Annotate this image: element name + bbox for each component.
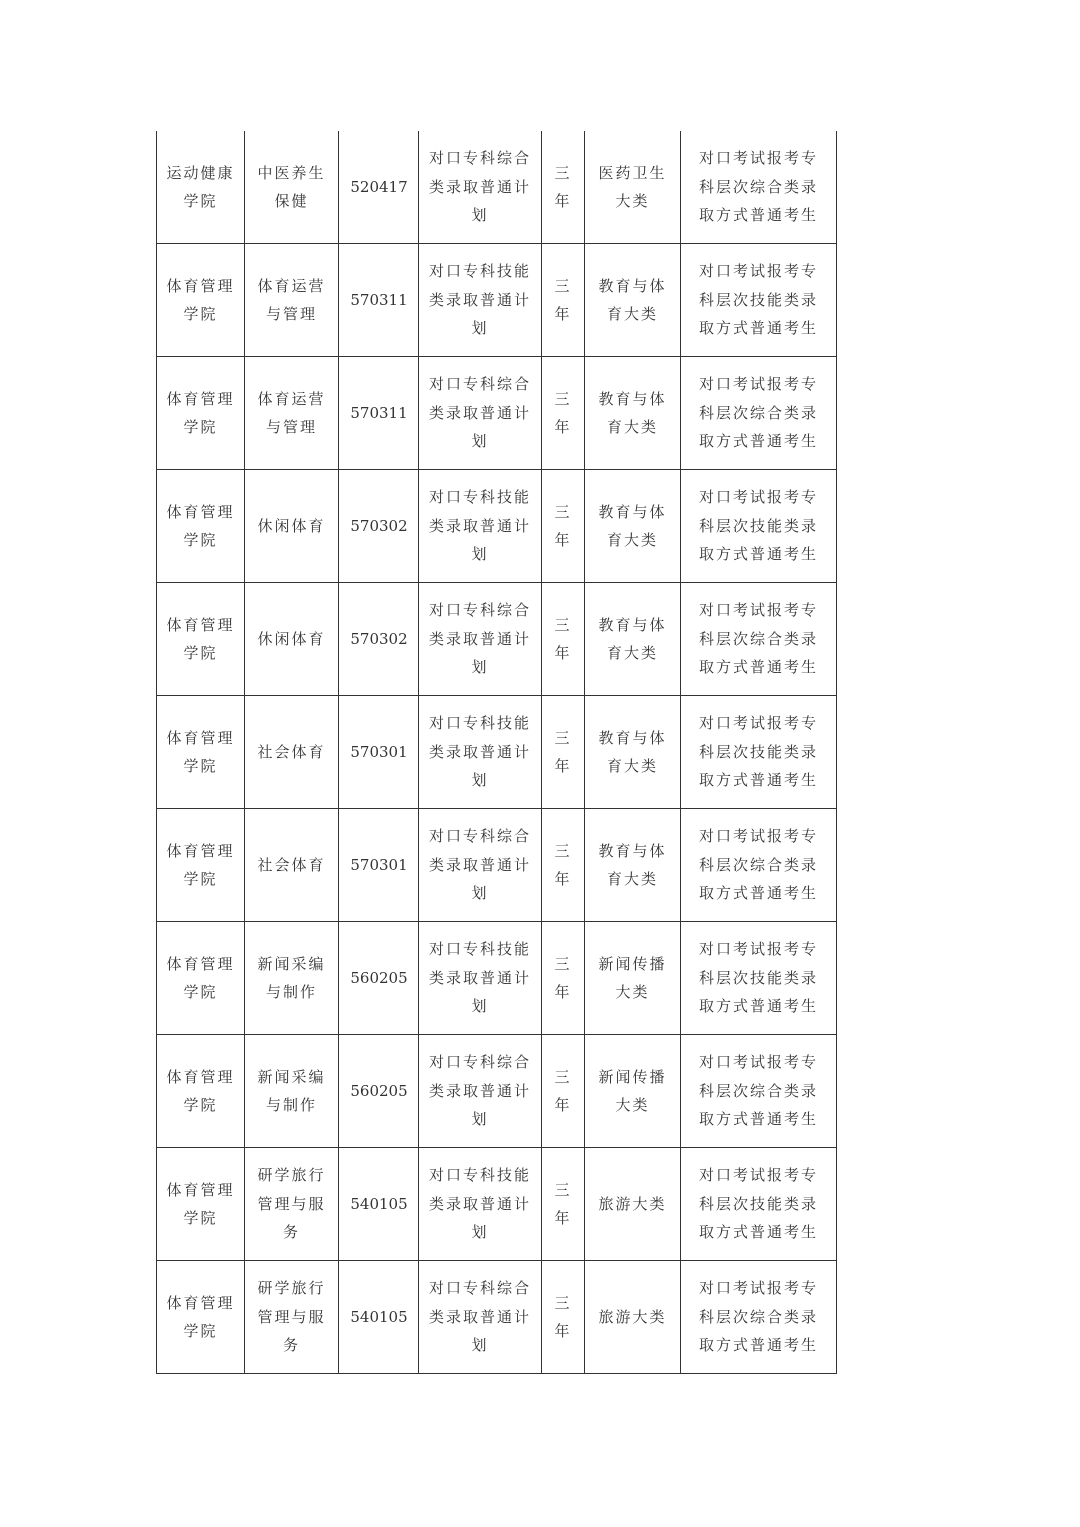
- duration-text: 三年: [554, 502, 572, 549]
- category-text: 新闻传播大类: [598, 1067, 667, 1114]
- duration-text: 三年: [554, 615, 572, 662]
- plan-type-text: 对口专科综合类录取普通计划: [428, 375, 531, 451]
- plan-type-cell: [419, 470, 542, 583]
- college-text: 体育管理学院: [166, 502, 235, 549]
- applicant-type-text: 对口考试报考专科层次综合类录取方式普通考生: [698, 601, 818, 677]
- applicant-type-cell: [681, 809, 837, 922]
- major-cell: [245, 922, 339, 1035]
- category-cell: [585, 244, 681, 357]
- college-text: 运动健康学院: [166, 163, 235, 210]
- major-code-text: 570311: [350, 403, 408, 422]
- college-text: 体育管理学院: [166, 954, 235, 1001]
- plan-type-cell: [419, 809, 542, 922]
- major-cell: [245, 244, 339, 357]
- applicant-type-cell: [681, 1035, 837, 1148]
- major-code-text: 540105: [350, 1307, 408, 1326]
- table-row: [157, 1035, 837, 1148]
- table-row: [157, 809, 837, 922]
- table-body: [157, 131, 837, 1374]
- category-cell: [585, 583, 681, 696]
- duration-text: 三年: [554, 728, 572, 775]
- college-text: 体育管理学院: [166, 276, 235, 323]
- plan-type-text: 对口专科综合类录取普通计划: [428, 149, 531, 225]
- plan-type-cell: [419, 583, 542, 696]
- major-code-text: 560205: [350, 968, 408, 987]
- college-text: 体育管理学院: [166, 728, 235, 775]
- category-cell: [585, 1148, 681, 1261]
- table-row: [157, 696, 837, 809]
- category-text: 教育与体育大类: [598, 841, 667, 888]
- major-text: 休闲体育: [257, 516, 326, 535]
- major-code-cell: [339, 1261, 419, 1374]
- plan-type-cell: [419, 1035, 542, 1148]
- applicant-type-text: 对口考试报考专科层次技能类录取方式普通考生: [698, 940, 818, 1016]
- major-text: 中医养生保健: [257, 163, 326, 210]
- major-cell: [245, 131, 339, 244]
- category-text: 教育与体育大类: [598, 389, 667, 436]
- category-text: 旅游大类: [598, 1307, 667, 1326]
- applicant-type-text: 对口考试报考专科层次技能类录取方式普通考生: [698, 262, 818, 338]
- applicant-type-cell: [681, 131, 837, 244]
- major-code-cell: [339, 470, 419, 583]
- applicant-type-text: 对口考试报考专科层次技能类录取方式普通考生: [698, 488, 818, 564]
- major-code-cell: [339, 1035, 419, 1148]
- applicant-type-cell: [681, 1261, 837, 1374]
- major-cell: [245, 1148, 339, 1261]
- plan-type-text: 对口专科综合类录取普通计划: [428, 827, 531, 903]
- college-cell: [157, 357, 245, 470]
- applicant-type-cell: [681, 583, 837, 696]
- applicant-type-cell: [681, 696, 837, 809]
- plan-type-text: 对口专科技能类录取普通计划: [428, 1166, 531, 1242]
- applicant-type-text: 对口考试报考专科层次综合类录取方式普通考生: [698, 1279, 818, 1355]
- college-cell: [157, 809, 245, 922]
- applicant-type-text: 对口考试报考专科层次综合类录取方式普通考生: [698, 149, 818, 225]
- duration-cell: [542, 922, 585, 1035]
- plan-type-cell: [419, 1261, 542, 1374]
- applicant-type-text: 对口考试报考专科层次技能类录取方式普通考生: [698, 1166, 818, 1242]
- major-cell: [245, 1261, 339, 1374]
- college-cell: [157, 696, 245, 809]
- plan-type-text: 对口专科综合类录取普通计划: [428, 1279, 531, 1355]
- table-row: [157, 583, 837, 696]
- major-code-cell: [339, 244, 419, 357]
- major-cell: [245, 809, 339, 922]
- applicant-type-text: 对口考试报考专科层次综合类录取方式普通考生: [698, 827, 818, 903]
- major-code-cell: [339, 357, 419, 470]
- plan-type-text: 对口专科技能类录取普通计划: [428, 714, 531, 790]
- category-text: 教育与体育大类: [598, 615, 667, 662]
- plan-type-cell: [419, 696, 542, 809]
- applicant-type-cell: [681, 1148, 837, 1261]
- major-code-text: 570301: [350, 742, 408, 761]
- college-text: 体育管理学院: [166, 1180, 235, 1227]
- table-row: [157, 1261, 837, 1374]
- major-code-text: 540105: [350, 1194, 408, 1213]
- plan-type-text: 对口专科技能类录取普通计划: [428, 940, 531, 1016]
- duration-text: 三年: [554, 276, 572, 323]
- category-cell: [585, 470, 681, 583]
- duration-text: 三年: [554, 1067, 572, 1114]
- college-cell: [157, 244, 245, 357]
- enrollment-table: [156, 131, 837, 1374]
- major-text: 研学旅行管理与服务: [257, 1279, 326, 1355]
- duration-cell: [542, 696, 585, 809]
- plan-type-cell: [419, 244, 542, 357]
- table-row: [157, 922, 837, 1035]
- college-cell: [157, 1148, 245, 1261]
- category-text: 教育与体育大类: [598, 276, 667, 323]
- duration-cell: [542, 357, 585, 470]
- college-text: 体育管理学院: [166, 1067, 235, 1114]
- applicant-type-cell: [681, 922, 837, 1035]
- applicant-type-text: 对口考试报考专科层次综合类录取方式普通考生: [698, 375, 818, 451]
- category-cell: [585, 922, 681, 1035]
- category-text: 教育与体育大类: [598, 502, 667, 549]
- major-cell: [245, 583, 339, 696]
- major-code-cell: [339, 583, 419, 696]
- college-text: 体育管理学院: [166, 615, 235, 662]
- duration-cell: [542, 1261, 585, 1374]
- duration-cell: [542, 583, 585, 696]
- major-code-cell: [339, 696, 419, 809]
- major-code-text: 570301: [350, 855, 408, 874]
- major-text: 体育运营与管理: [257, 389, 326, 436]
- college-cell: [157, 1035, 245, 1148]
- plan-type-text: 对口专科综合类录取普通计划: [428, 1053, 531, 1129]
- plan-type-text: 对口专科技能类录取普通计划: [428, 262, 531, 338]
- category-cell: [585, 131, 681, 244]
- category-text: 医药卫生大类: [598, 163, 667, 210]
- major-text: 新闻采编与制作: [257, 954, 326, 1001]
- major-code-text: 520417: [350, 177, 408, 196]
- college-cell: [157, 131, 245, 244]
- category-cell: [585, 357, 681, 470]
- duration-text: 三年: [554, 1180, 572, 1227]
- plan-type-text: 对口专科综合类录取普通计划: [428, 601, 531, 677]
- major-text: 社会体育: [257, 855, 326, 874]
- applicant-type-text: 对口考试报考专科层次技能类录取方式普通考生: [698, 714, 818, 790]
- major-code-text: 560205: [350, 1081, 408, 1100]
- college-text: 体育管理学院: [166, 841, 235, 888]
- major-code-cell: [339, 1148, 419, 1261]
- duration-text: 三年: [554, 163, 572, 210]
- duration-text: 三年: [554, 389, 572, 436]
- college-cell: [157, 1261, 245, 1374]
- college-text: 体育管理学院: [166, 1293, 235, 1340]
- duration-cell: [542, 809, 585, 922]
- major-code-text: 570302: [350, 516, 408, 535]
- table-row: [157, 470, 837, 583]
- college-cell: [157, 583, 245, 696]
- major-text: 休闲体育: [257, 629, 326, 648]
- college-text: 体育管理学院: [166, 389, 235, 436]
- category-cell: [585, 809, 681, 922]
- duration-cell: [542, 1148, 585, 1261]
- table-row: [157, 131, 837, 244]
- duration-cell: [542, 470, 585, 583]
- category-text: 新闻传播大类: [598, 954, 667, 1001]
- duration-text: 三年: [554, 954, 572, 1001]
- major-cell: [245, 357, 339, 470]
- major-text: 体育运营与管理: [257, 276, 326, 323]
- college-cell: [157, 470, 245, 583]
- duration-cell: [542, 1035, 585, 1148]
- duration-cell: [542, 244, 585, 357]
- major-cell: [245, 1035, 339, 1148]
- category-cell: [585, 1261, 681, 1374]
- major-code-text: 570302: [350, 629, 408, 648]
- duration-text: 三年: [554, 1293, 572, 1340]
- duration-text: 三年: [554, 841, 572, 888]
- major-text: 新闻采编与制作: [257, 1067, 326, 1114]
- category-cell: [585, 696, 681, 809]
- major-code-cell: [339, 809, 419, 922]
- major-text: 研学旅行管理与服务: [257, 1166, 326, 1242]
- table-row: [157, 357, 837, 470]
- applicant-type-cell: [681, 470, 837, 583]
- major-code-cell: [339, 131, 419, 244]
- plan-type-cell: [419, 357, 542, 470]
- category-text: 旅游大类: [598, 1194, 667, 1213]
- major-text: 社会体育: [257, 742, 326, 761]
- major-code-text: 570311: [350, 290, 408, 309]
- plan-type-text: 对口专科技能类录取普通计划: [428, 488, 531, 564]
- plan-type-cell: [419, 1148, 542, 1261]
- major-cell: [245, 696, 339, 809]
- major-cell: [245, 470, 339, 583]
- applicant-type-text: 对口考试报考专科层次综合类录取方式普通考生: [698, 1053, 818, 1129]
- duration-cell: [542, 131, 585, 244]
- major-code-cell: [339, 922, 419, 1035]
- plan-type-cell: [419, 922, 542, 1035]
- plan-type-cell: [419, 131, 542, 244]
- applicant-type-cell: [681, 244, 837, 357]
- table-row: [157, 1148, 837, 1261]
- category-cell: [585, 1035, 681, 1148]
- college-cell: [157, 922, 245, 1035]
- applicant-type-cell: [681, 357, 837, 470]
- table-row: [157, 244, 837, 357]
- category-text: 教育与体育大类: [598, 728, 667, 775]
